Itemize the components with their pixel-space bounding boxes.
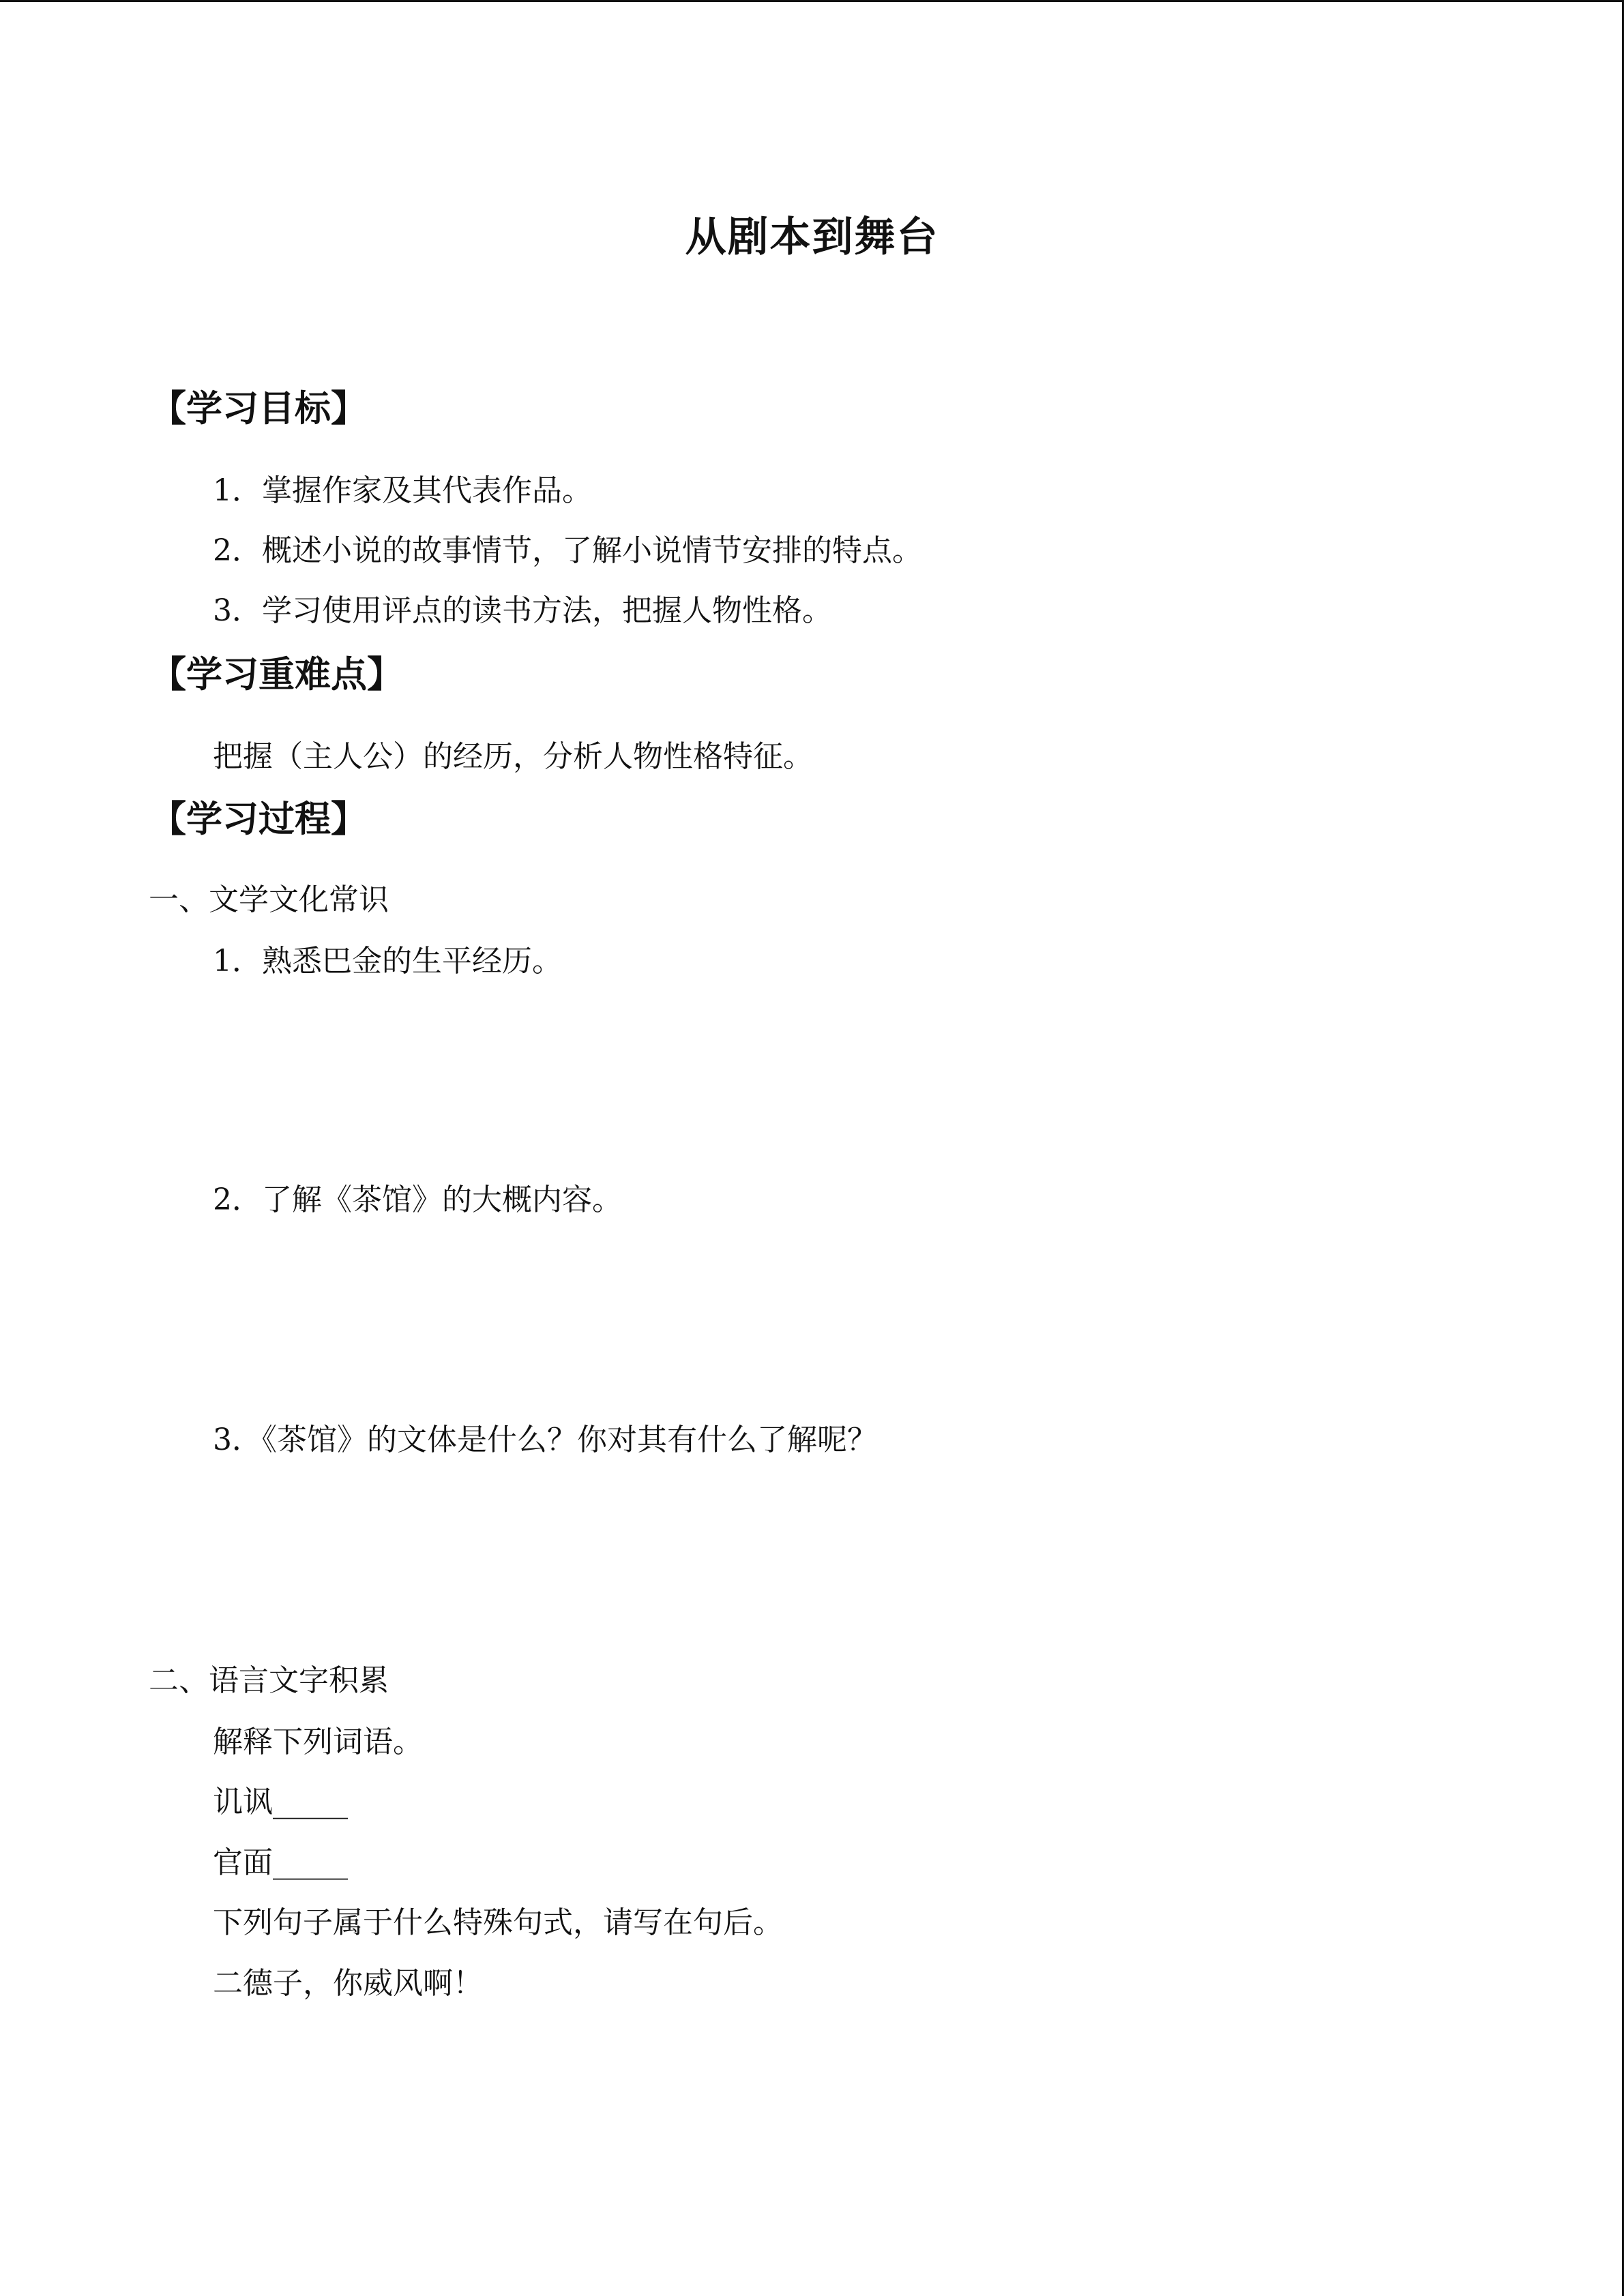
section1-item-3: 3．《茶馆》的文体是什么？你对其有什么了解呢？ <box>213 1422 877 1457</box>
objectives-heading: 【学习目标】 <box>150 388 367 430</box>
objective-item-2: 2．概述小说的故事情节，了解小说情节安排的特点。 <box>213 533 922 568</box>
page-title: 从剧本到舞台 <box>685 213 939 261</box>
sentence-example: 二德子，你威风啊！ <box>213 1966 483 2001</box>
section2-title: 二、语言文字积累 <box>149 1663 389 1698</box>
process-heading: 【学习过程】 <box>150 799 367 840</box>
section2-instruction: 解释下列词语。 <box>213 1725 423 1759</box>
objective-item-3: 3．学习使用评点的读书方法，把握人物性格。 <box>213 593 832 628</box>
objective-item-1: 1．掌握作家及其代表作品。 <box>213 473 592 508</box>
vocab-item-guanmian: 官面_____ <box>213 1845 348 1880</box>
sentence-instruction: 下列句子属于什么特殊句式，请写在句后。 <box>213 1905 783 1940</box>
section1-item-1: 1．熟悉巴金的生平经历。 <box>213 944 562 979</box>
key-points-heading: 【学习重难点】 <box>150 654 403 696</box>
key-points-text: 把握（主人公）的经历，分析人物性格特征。 <box>213 739 813 774</box>
section1-title: 一、文学文化常识 <box>149 882 389 917</box>
vocab-item-jifeng: 讥讽_____ <box>213 1785 348 1819</box>
section1-item-2: 2．了解《茶馆》的大概内容。 <box>213 1182 622 1217</box>
